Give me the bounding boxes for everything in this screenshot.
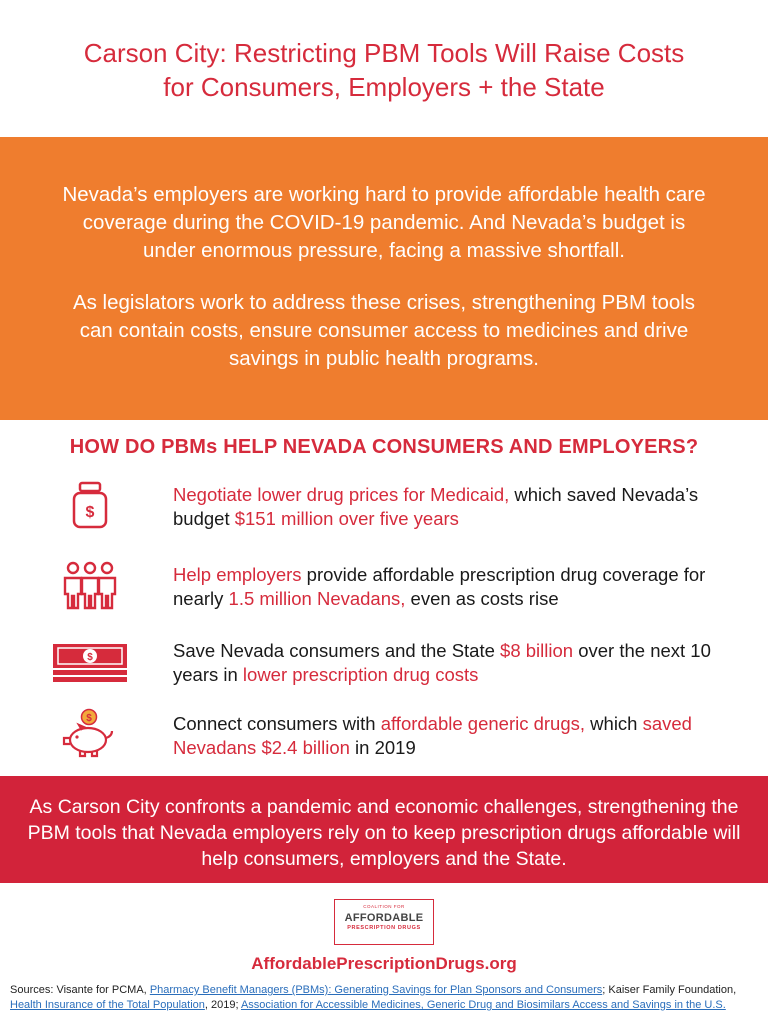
- benefit-employers: [0, 558, 768, 618]
- benefit-generics: [0, 706, 768, 766]
- benefit-text: Save Nevada consumers and the State $8 billion over the next 10 years in lower prescription drug costs: [173, 640, 711, 685]
- title-line-1: Carson City: Restricting PBM Tools Will Raise Costs: [83, 38, 685, 68]
- pill-bottle-icon: [50, 478, 130, 534]
- logo-sub-text: PRESCRIPTION DRUGS: [347, 925, 421, 931]
- benefit-text: Negotiate lower drug prices for Medicaid, which saved Nevada’s budget $151 million over five years: [173, 484, 699, 529]
- website-link[interactable]: AffordablePrescriptionDrugs.org: [251, 954, 517, 973]
- section-heading: HOW DO PBMs HELP NEVADA CONSUMERS AND EMPLOYERS?: [69, 436, 699, 458]
- logo-main-text: AFFORDABLE: [344, 912, 424, 924]
- benefit-text: Help employers provide affordable prescription drug coverage for nearly 1.5 million Nevadans, even as costs rise: [173, 564, 706, 609]
- piggy-bank-icon: [50, 706, 130, 762]
- conclusion-text: As Carson City confronts a pandemic and economic challenges, strengthening the PBM tools that Nevada employers rely on to keep prescription drugs affordable will help consumers, employers and the State.: [27, 796, 741, 870]
- people-group-icon: [50, 558, 130, 614]
- svg-text:$: $: [86, 713, 92, 724]
- benefit-savings: [0, 634, 768, 694]
- svg-text:$: $: [87, 652, 93, 663]
- source-link-aam[interactable]: Association for Accessible Medicines, Generic Drug and Biosimilars Access and Savings in the U.S.: [240, 999, 726, 1011]
- page-title: [0, 36, 768, 104]
- benefit-medicaid: [0, 478, 768, 538]
- source-link-pbm[interactable]: Pharmacy Benefit Managers (PBMs): Generating Savings for Plan Sponsors and Consumers: [149, 984, 603, 996]
- sources-footnote: Sources: Visante for PCMA, Pharmacy Benefit Managers (PBMs): Generating Savings for Plan Sponsors and Consumers; Kaiser Family Foundation, Health Insurance of the Total Population, 2019; Association for Accessible Medicines, Generic Drug and Biosimilars Access and Savings in the U.S.: [10, 984, 737, 1011]
- intro-paragraph-1: Nevada’s employers are working hard to provide affordable health care coverage during the COVID-19 pandemic. And Nevada’s budget is under enormous pressure, facing a massive shortfall.: [62, 183, 706, 262]
- benefit-text: Connect consumers with affordable generic drugs, which saved Nevadans $2.4 billion in 2019: [173, 713, 692, 758]
- intro-band: [0, 137, 768, 420]
- logo-small-text: COALITION FOR: [363, 904, 405, 909]
- svg-text:$: $: [85, 504, 95, 521]
- coalition-logo: [334, 899, 434, 945]
- source-link-kff[interactable]: Health Insurance of the Total Population: [10, 999, 205, 1011]
- intro-paragraph-2: As legislators work to address these crises, strengthening PBM tools can contain costs, ensure consumer access to medicines and drive savings in public health programs.: [72, 291, 696, 370]
- cash-stack-icon: [50, 634, 130, 690]
- conclusion-band: [0, 776, 768, 883]
- title-line-2: for Consumers, Employers + the State: [163, 72, 605, 102]
